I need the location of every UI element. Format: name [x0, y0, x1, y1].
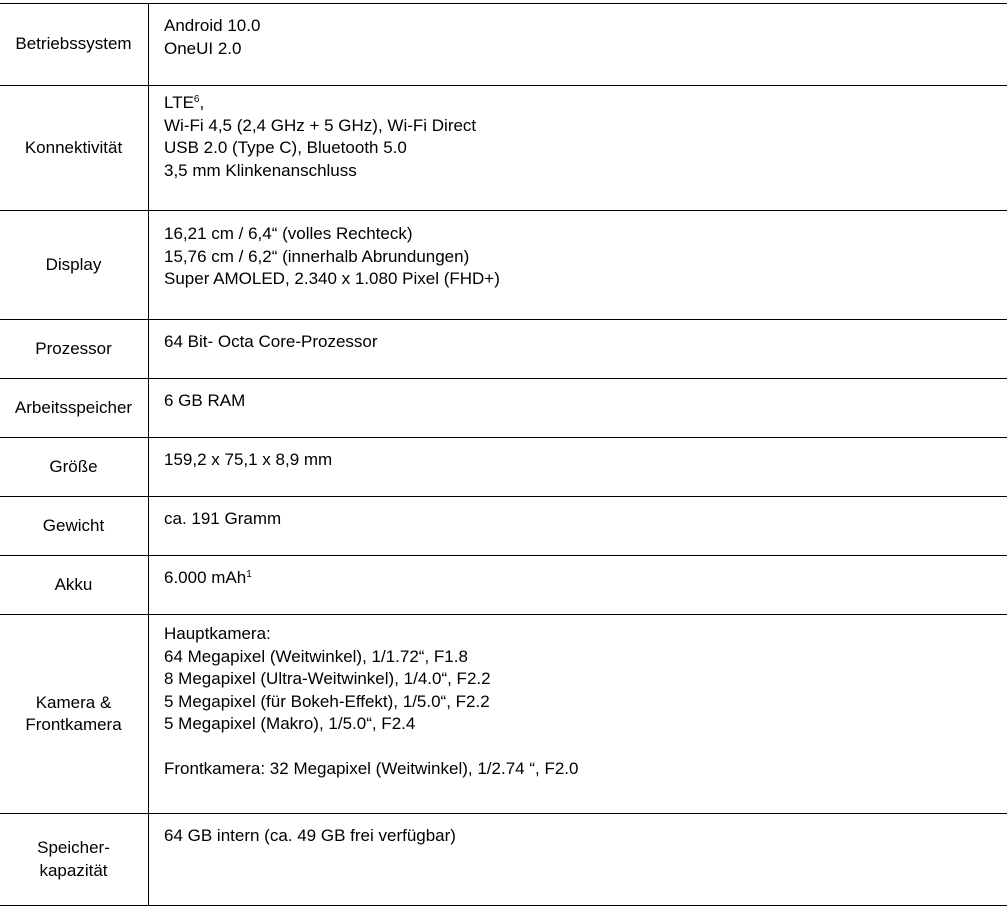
spec-value-line: 16,21 cm / 6,4“ (volles Rechteck) [164, 223, 995, 246]
spec-value-cell [149, 86, 1007, 211]
spec-value-line: 8 Megapixel (Ultra-Weitwinkel), 1/4.0“, F2.2 [164, 668, 995, 691]
spec-value-cell [149, 615, 1007, 814]
spec-label-cell [0, 615, 149, 814]
spec-value-line: Android 10.0 [164, 15, 995, 38]
spec-value-line: 3,5 mm Klinkenanschluss [164, 160, 995, 183]
spec-value-line: ca. 191 Gramm [164, 508, 995, 531]
spec-value-cell [149, 211, 1007, 320]
lte-text: LTE [164, 93, 194, 112]
spec-value-line: Frontkamera: 32 Megapixel (Weitwinkel), 1/2.74 “, F2.0 [164, 758, 995, 781]
spec-table [0, 3, 1007, 906]
spec-value-line [164, 567, 995, 590]
spec-label: Display [46, 254, 102, 277]
spec-value-line: 5 Megapixel (Makro), 1/5.0“, F2.4 [164, 713, 995, 736]
spec-value-line [164, 92, 995, 115]
spec-label [25, 692, 121, 737]
spec-value-line: USB 2.0 (Type C), Bluetooth 5.0 [164, 137, 995, 160]
spec-label: Konnektivität [25, 137, 122, 160]
spec-label-cell [0, 556, 149, 615]
spec-value-line: 64 Megapixel (Weitwinkel), 1/1.72“, F1.8 [164, 646, 995, 669]
spec-row-betriebssystem [0, 4, 1007, 86]
spec-value-line: 64 GB intern (ca. 49 GB frei verfügbar) [164, 825, 995, 848]
spec-value-cell [149, 438, 1007, 497]
spec-label [37, 837, 110, 882]
spec-row-prozessor [0, 320, 1007, 379]
spec-row-konnektivitaet [0, 86, 1007, 211]
spec-label-cell [0, 86, 149, 211]
spec-value-line: 6 GB RAM [164, 390, 995, 413]
spec-value-line: Wi-Fi 4,5 (2,4 GHz + 5 GHz), Wi-Fi Direct [164, 115, 995, 138]
spec-label: Betriebssystem [15, 33, 131, 56]
spec-label: Akku [55, 574, 93, 597]
spec-label-line: Frontkamera [25, 714, 121, 737]
spec-value-line: OneUI 2.0 [164, 38, 995, 61]
spec-value-cell [149, 814, 1007, 906]
footnote-marker: 1 [246, 569, 252, 580]
spec-label-cell [0, 320, 149, 379]
spec-value-line [164, 736, 995, 759]
spec-value-cell [149, 379, 1007, 438]
spec-row-groesse [0, 438, 1007, 497]
spec-label-cell [0, 379, 149, 438]
spec-value-line: Hauptkamera: [164, 623, 995, 646]
spec-value-line: Super AMOLED, 2.340 x 1.080 Pixel (FHD+) [164, 268, 995, 291]
spec-value-cell [149, 4, 1007, 86]
spec-label: Größe [49, 456, 97, 479]
spec-value-cell [149, 556, 1007, 615]
spec-row-display [0, 211, 1007, 320]
spec-label: Arbeitsspeicher [15, 397, 132, 420]
spec-value-line: 64 Bit- Octa Core-Prozessor [164, 331, 995, 354]
spec-value-cell [149, 320, 1007, 379]
spec-label-cell [0, 4, 149, 86]
spec-row-arbeitsspeicher [0, 379, 1007, 438]
spec-row-gewicht [0, 497, 1007, 556]
spec-value-line: 15,76 cm / 6,2“ (innerhalb Abrundungen) [164, 246, 995, 269]
spec-value-cell [149, 497, 1007, 556]
spec-label-line: kapazität [37, 860, 110, 883]
spec-label: Prozessor [35, 338, 112, 361]
footnote-marker: 6 [194, 94, 200, 105]
spec-row-kamera [0, 615, 1007, 814]
spec-label-line: Speicher- [37, 837, 110, 860]
spec-label-cell [0, 814, 149, 906]
akku-value: 6.000 mAh [164, 568, 246, 587]
spec-label-line: Kamera & [25, 692, 121, 715]
spec-row-akku [0, 556, 1007, 615]
spec-value-line: 5 Megapixel (für Bokeh-Effekt), 1/5.0“, F2.2 [164, 691, 995, 714]
spec-label-cell [0, 497, 149, 556]
spec-label: Gewicht [43, 515, 104, 538]
spec-row-speicher [0, 814, 1007, 906]
spec-label-cell [0, 211, 149, 320]
lte-suffix: , [199, 93, 204, 112]
spec-label-cell [0, 438, 149, 497]
spec-value-line: 159,2 x 75,1 x 8,9 mm [164, 449, 995, 472]
